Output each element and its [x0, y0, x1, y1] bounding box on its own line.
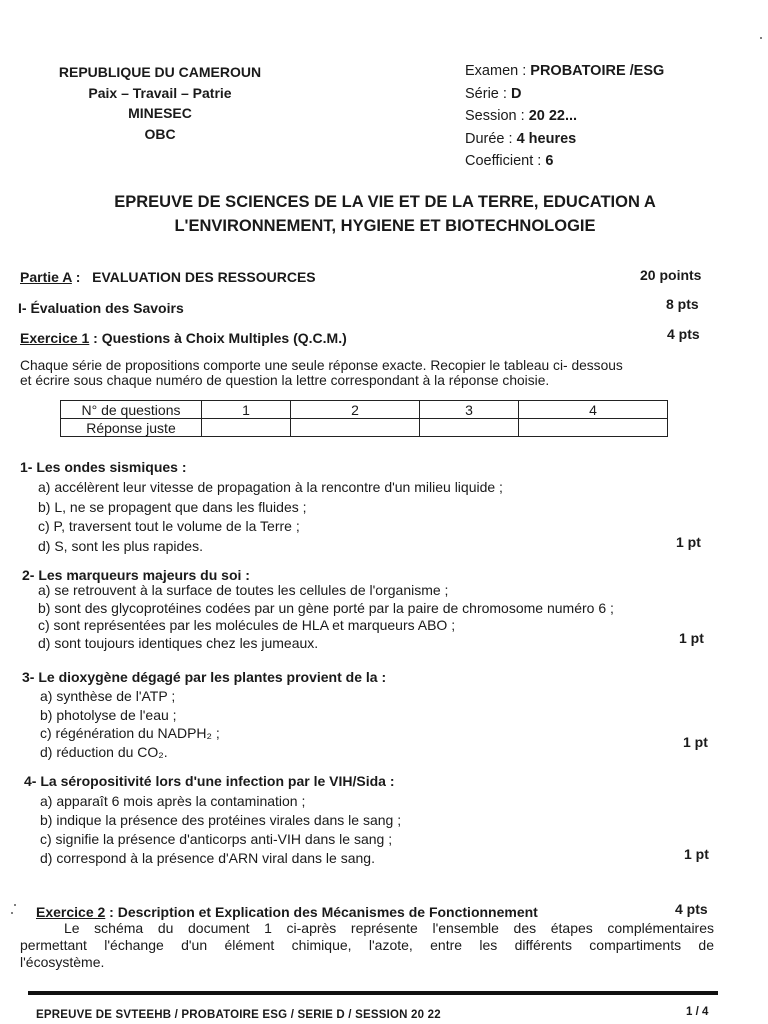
exercice2-title: : Description et Explication des Mécanismes de Fonctionnement: [105, 904, 538, 920]
savoirs-heading: I- Évaluation des Savoirs: [18, 300, 184, 316]
answer-table: [60, 400, 668, 437]
question-3-options: [40, 687, 220, 761]
table-row: [61, 419, 668, 437]
table-row: [61, 401, 668, 419]
list-item: d) réduction du CO₂.: [40, 743, 168, 760]
exercice2-points: 4 pts: [675, 901, 708, 917]
question-1-points: 1 pt: [676, 534, 701, 550]
coef-line: Coefficient : 6: [465, 153, 554, 169]
exercice2-label: Exercice 2: [36, 904, 106, 920]
list-item: d) S, sont les plus rapides.: [38, 537, 203, 554]
exam-info: [465, 60, 664, 173]
ministry: MINESEC: [128, 105, 192, 121]
list-item: d) correspond à la présence d'ARN viral dans le sang.: [40, 850, 375, 866]
list-item: a) apparaît 6 mois après la contamination ;: [40, 793, 306, 809]
exam-line: Examen : PROBATOIRE /ESG: [465, 63, 665, 79]
list-item: c) sont représentées par les molécules de HLA et marqueurs ABO ;: [38, 617, 456, 633]
table-header-questions: N° de questions: [61, 401, 202, 419]
list-item: a) se retrouvent à la surface de toutes les cellules de l'organisme ;: [38, 582, 449, 598]
question-2-title: 2- Les marqueurs majeurs du soi :: [22, 567, 250, 583]
serie-value: D: [510, 85, 522, 102]
exam-title: [40, 190, 730, 238]
session-value: 20 22...: [528, 108, 578, 124]
exercice1-points: 4 pts: [667, 326, 700, 342]
table-cell: 4: [519, 401, 668, 419]
table-cell: [420, 419, 519, 437]
list-item: b) photolyse de l'eau ;: [40, 706, 177, 723]
country-motto: Paix – Travail – Patrie: [88, 84, 232, 101]
page-number: 1 / 4: [686, 1006, 709, 1018]
list-item: b) L, ne se propagent que dans les fluides ;: [38, 498, 307, 515]
question-4-title: 4- La séropositivité lors d'une infection par le VIH/Sida :: [24, 773, 395, 789]
duree-value: 4 heures: [516, 130, 577, 147]
table-cell: 3: [420, 401, 519, 419]
duree-line: Durée : 4 heures: [465, 130, 577, 147]
table-cell: [202, 419, 291, 437]
question-3-title: 3- Le dioxygène dégagé par les plantes provient de la :: [22, 669, 387, 685]
exercice1-heading: [20, 330, 347, 346]
exercice2-paragraph: Le schéma du document 1 ci-après représente l'ensemble des étapes complémentaires permettant l'échange d'un élément chimique, l'azote, entre les différents compartiments de l'écosystème.: [20, 920, 714, 970]
exercice2-heading: [36, 904, 538, 920]
list-item: d) sont toujours identiques chez les jumeaux.: [38, 634, 319, 651]
exercice1-label: Exercice 1: [20, 330, 90, 346]
question-3-points: 1 pt: [683, 734, 708, 750]
scan-speck: [14, 904, 16, 906]
list-item: c) signifie la présence d'anticorps anti-VIH dans le sang ;: [40, 831, 393, 847]
office: OBC: [144, 125, 176, 142]
question-2-options: [38, 582, 614, 652]
exercice1-title: : Questions à Choix Multiples (Q.C.M.): [89, 330, 347, 346]
partie-a-points: 20 points: [640, 267, 702, 283]
serie-line: Série : D: [465, 85, 522, 102]
exam-value: PROBATOIRE /ESG: [530, 63, 665, 79]
country-header: [30, 62, 290, 144]
coef-value: 6: [545, 153, 554, 169]
list-item: a) accélèrent leur vitesse de propagation à la rencontre d'un milieu liquide ;: [38, 479, 503, 495]
exercice1-instructions: Chaque série de propositions comporte une seule réponse exacte. Recopier le tableau ci- dessous et écrire sous chaque numéro de question la lettre correspondant à la réponse choisie.: [20, 358, 623, 388]
list-item: b) sont des glycoprotéines codées par un gène porté par la paire de chromosome numéro 6 ;: [38, 599, 614, 616]
question-4-points: 1 pt: [684, 846, 709, 862]
country-name: REPUBLIQUE DU CAMEROUN: [58, 64, 262, 80]
question-1-options: [38, 478, 503, 556]
partie-a-title: EVALUATION DES RESSOURCES: [92, 269, 316, 285]
partie-a-label: Partie A: [20, 269, 72, 285]
question-4-options: [40, 792, 401, 868]
table-cell: [291, 419, 420, 437]
footer-text: EPREUVE DE SVTEEHB / PROBATOIRE ESG / SERIE D / SESSION 20 22: [36, 1009, 441, 1021]
question-1-title: 1- Les ondes sismiques :: [20, 459, 187, 475]
table-cell: [519, 419, 668, 437]
footer-divider: [28, 991, 718, 995]
scan-speck: [11, 912, 13, 914]
list-item: b) indique la présence des protéines virales dans le sang ;: [40, 812, 402, 828]
partie-a-heading: Partie A : EVALUATION DES RESSOURCES: [20, 269, 316, 285]
table-cell: 2: [291, 401, 420, 419]
title-line-2: L'ENVIRONNEMENT, HYGIENE ET BIOTECHNOLOGIE: [174, 217, 596, 235]
session-line: Session : 20 22...: [465, 108, 578, 124]
table-header-answers: Réponse juste: [61, 419, 202, 437]
scan-speck: [760, 37, 762, 39]
savoirs-points: 8 pts: [666, 296, 699, 312]
list-item: c) régénération du NADPH₂ ;: [40, 725, 220, 741]
title-line-1: EPREUVE DE SCIENCES DE LA VIE ET DE LA TERRE, EDUCATION A: [114, 193, 656, 211]
list-item: c) P, traversent tout le volume de la Terre ;: [38, 518, 300, 535]
list-item: a) synthèse de l'ATP ;: [40, 688, 176, 704]
table-cell: 1: [202, 401, 291, 419]
question-2-points: 1 pt: [679, 630, 704, 646]
